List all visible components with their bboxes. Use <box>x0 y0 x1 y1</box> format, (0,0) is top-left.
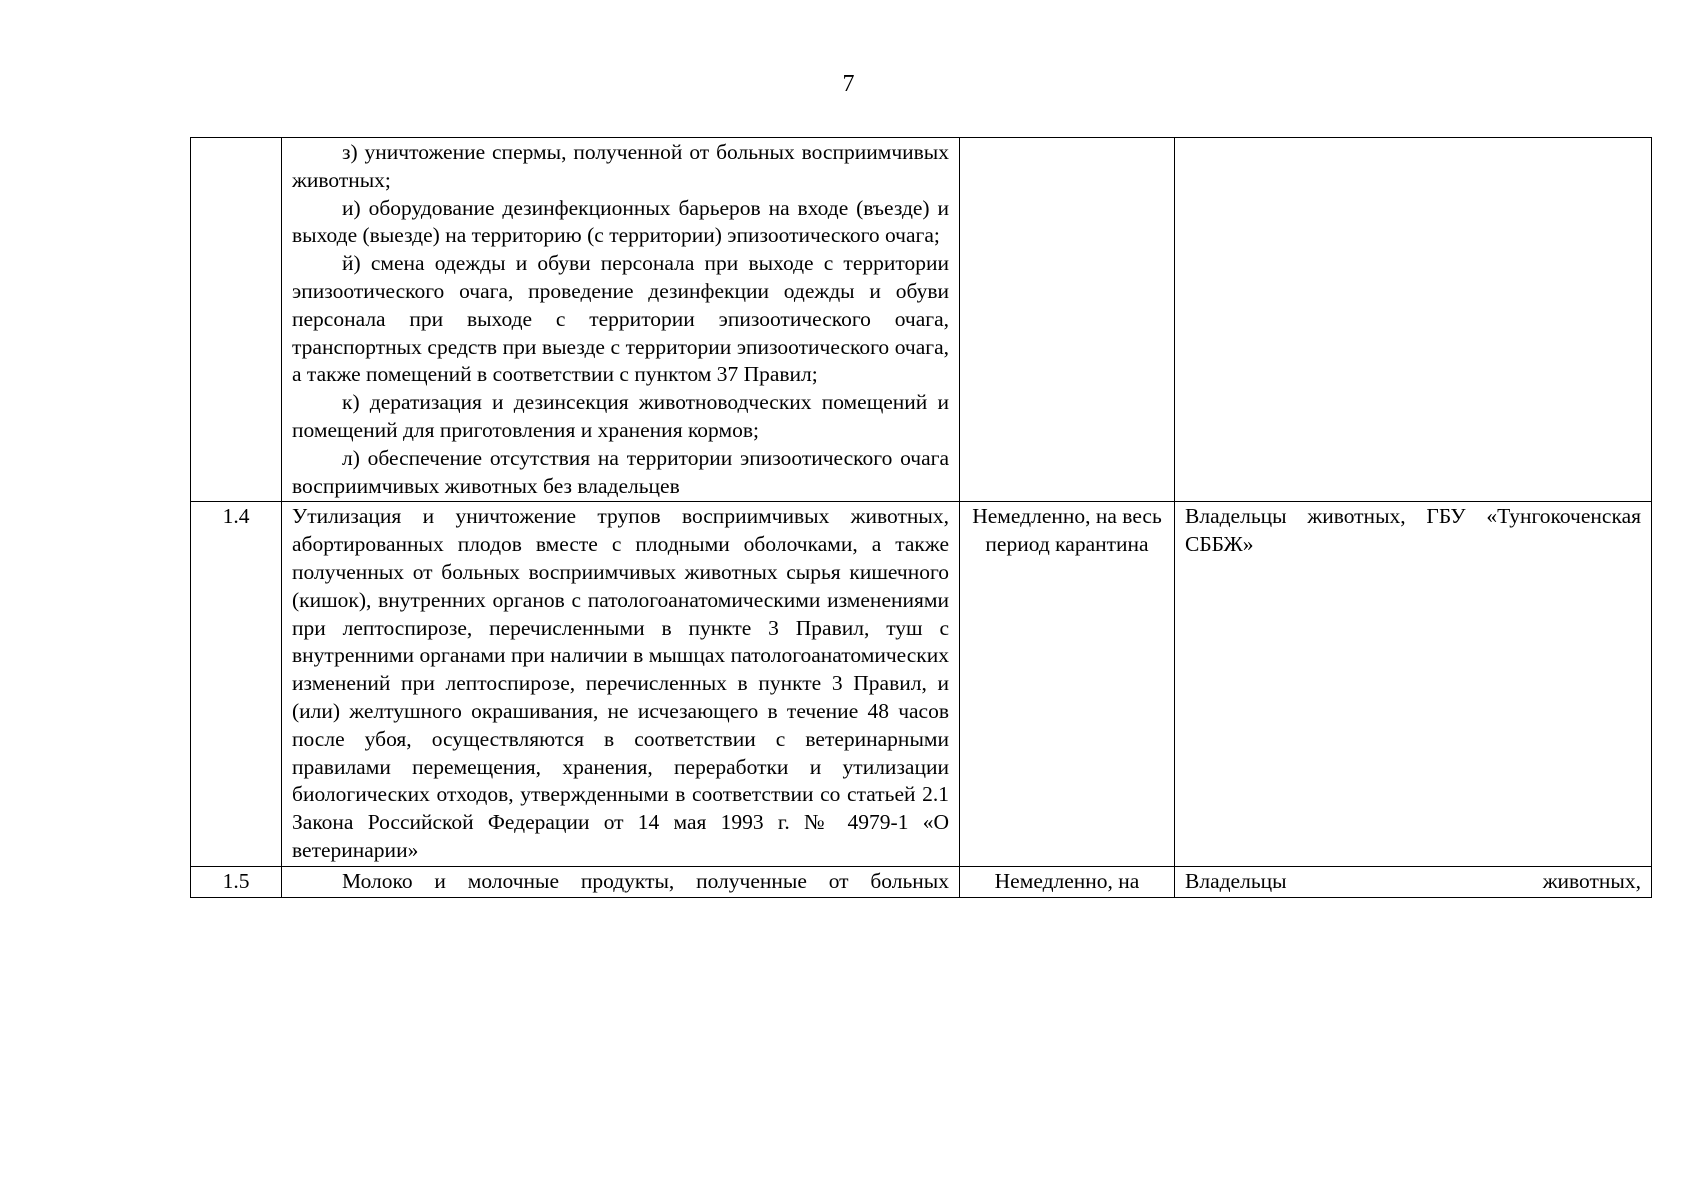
measure-paragraph-z: з) уничтожение спермы, полученной от больных восприимчивых животных; <box>292 140 949 192</box>
table-row <box>191 502 1652 866</box>
row-number-cell <box>191 138 282 502</box>
measure-paragraph-i: и) оборудование дезинфекционных барьеров на входе (въезде) и выходе (выезде) на территорию (с территории) эпизоотического очага; <box>292 195 949 248</box>
measure-paragraph: Утилизация и уничтожение трупов восприимчивых животных, абортированных плодов вместе с плодными оболочками, а также полученных от больных восприимчивых животных сырья кишечного (кишок), внутренних органов с патологоанатомическими изменениями при лептоспирозе, перечисленными в пункте 3 Правил, туш с внутренними органами при наличии в мышцах патологоанатомических изменений при лептоспирозе, перечисленных в пункте 3 Правил, и (или) желтушного окрашивания, не исчезающего в течение 48 часов после убоя, осуществляются в соответствии с ветеринарными правилами перемещения, хранения, переработки и утилизации биологических отходов, утвержденными в соответствии со статьей 2.1 Закона Российской Федерации от 14 мая 1993 г. № 4979-1 «О ветеринарии» <box>292 504 949 862</box>
table-row <box>191 866 1652 897</box>
measure-paragraph-y: й) смена одежды и обуви персонала при выходе с территории эпизоотического очага, проведение дезинфекции одежды и обуви персонала при выходе с территории эпизоотического очага, транспортных средств при выезде с территории эпизоотического очага, а также помещений в соответствии с пунктом 37 Правил; <box>292 251 949 387</box>
page-number: 7 <box>842 71 855 97</box>
measures-table <box>190 137 1652 898</box>
deadline-cell <box>960 138 1175 502</box>
deadline-cell: Немедленно, на <box>960 866 1175 897</box>
measure-description-cell <box>282 138 960 502</box>
executor-cell: Владельцы животных, ГБУ «Тунгокоченская СББЖ» <box>1175 502 1652 866</box>
row-number-cell: 1.4 <box>191 502 282 866</box>
measure-description-cell <box>282 502 960 866</box>
table-row <box>191 138 1652 502</box>
row-number-cell: 1.5 <box>191 866 282 897</box>
executor-cell <box>1175 138 1652 502</box>
measure-paragraph-l: л) обеспечение отсутствия на территории эпизоотического очага восприимчивых животных без владельцев <box>292 445 949 498</box>
measure-description-cell: Молоко и молочные продукты, полученные от больных <box>282 866 960 897</box>
measure-paragraph-k: к) дератизация и дезинсекция животноводческих помещений и помещений для приготовления и хранения кормов; <box>292 390 949 442</box>
executor-cell: Владельцы животных, <box>1175 866 1652 897</box>
deadline-cell: Немедленно, на весь период карантина <box>960 502 1175 866</box>
